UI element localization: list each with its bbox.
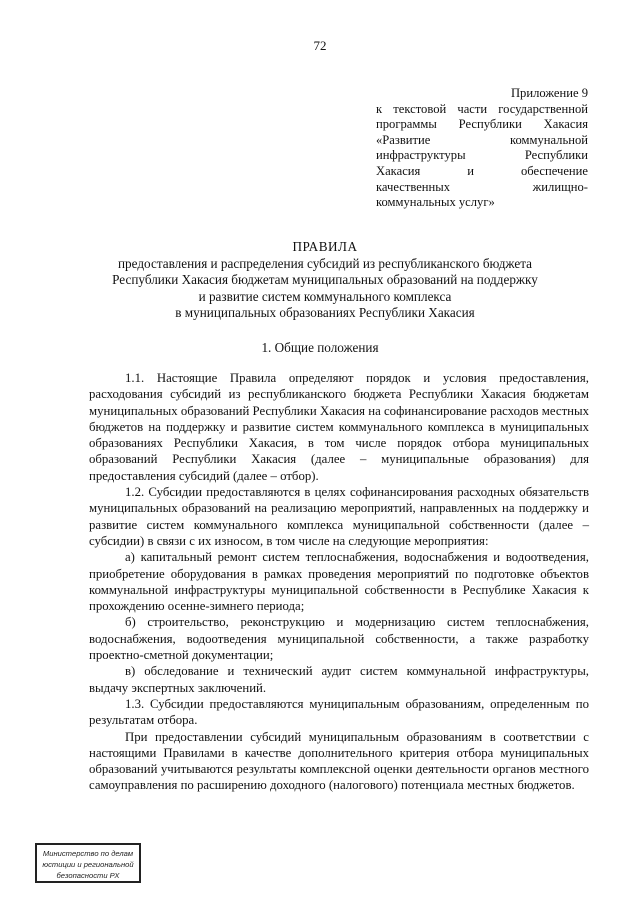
- stamp-line: Министерство по делам: [42, 849, 134, 858]
- document-title: [90, 239, 560, 321]
- body-text: [89, 370, 589, 794]
- page-number: 72: [313, 38, 327, 53]
- appendix-line: инфраструктуры Республики: [376, 148, 588, 163]
- paragraph-1-2: 1.2. Субсидии предоставляются в целях софинансирования расходных обязательств муниципальных образований на реализацию мероприятий, направленных на поддержку и развитие систем коммунального комплекса муниципальной собственности (далее – субсидии) в связи с их износом, в том числе на следующие мероприятия:: [89, 485, 589, 548]
- title-line: предоставления и распределения субсидий из республиканского бюджета: [118, 256, 532, 272]
- title-line: и развитие систем коммунального комплекса: [198, 288, 452, 304]
- stamp-line: безопасности РХ: [56, 871, 120, 880]
- appendix-line: Хакасия и обеспечение: [376, 163, 588, 178]
- section-heading: 1. Общие положения: [261, 340, 379, 355]
- ministry-stamp: [35, 843, 141, 883]
- appendix-line: качественных жилищно-: [376, 179, 588, 194]
- stamp-line: юстиции и региональной: [42, 860, 134, 869]
- appendix-line: программы Республики Хакасия: [376, 117, 588, 132]
- paragraph-1-3: 1.3. Субсидии предоставляются муниципальным образованиям, определенным по результатам отбора.: [89, 696, 589, 728]
- appendix-line: Приложение 9: [510, 86, 588, 100]
- appendix-note: [376, 86, 588, 211]
- paragraph-item-a: а) капитальный ремонт систем теплоснабжения, водоснабжения и водоотведения, приобретение оборудования в рамках проведения мероприятий по подготовке объектов коммунальной инфраструктуры муниципальной собственности в Республике Хакасия к прохождению осенне-зимнего периода;: [89, 550, 589, 614]
- title-main: ПРАВИЛА: [292, 239, 358, 254]
- paragraph-item-v: в) обследование и технический аудит систем коммунальной инфраструктуры, выдачу экспертных заключений.: [89, 664, 589, 695]
- appendix-line: к текстовой части государственной: [376, 101, 588, 116]
- title-line: в муниципальных образованиях Республики Хакасия: [175, 304, 475, 320]
- appendix-line: коммунальных услуг»: [376, 195, 495, 210]
- paragraph-1-1: 1.1. Настоящие Правила определяют порядок и условия предоставления, расходования субсидий из республиканского бюджета Республики Хакасия бюджетам муниципальных образований Республики Хакасия на софинансирование расходов местных бюджетов на поддержку и развитие систем коммунального комплекса в муниципальных образованиях Республики Хакасия, в том числе порядок отбора муниципальных образований Республики Хакасия (далее – муниципальные образования) для предоставления субсидий (далее – отбор).: [89, 371, 589, 483]
- paragraph-additional: При предоставлении субсидий муниципальным образованиям в соответствии с настоящими Правилами в качестве дополнительного критерия отбора муниципальных образований учитываются результаты комплексной оценки деятельности органов местного самоуправления по расширению доходного (налогового) потенциала местных бюджетов.: [89, 729, 589, 793]
- appendix-line: «Развитие коммунальной: [376, 132, 588, 147]
- paragraph-item-b: б) строительство, реконструкцию и модернизацию систем теплоснабжения, водоснабжения, водоотведения муниципальной собственности, а также разработку проектно-сметной документации;: [89, 615, 589, 663]
- title-line: Республики Хакасия бюджетам муниципальных образований на поддержку: [112, 272, 538, 288]
